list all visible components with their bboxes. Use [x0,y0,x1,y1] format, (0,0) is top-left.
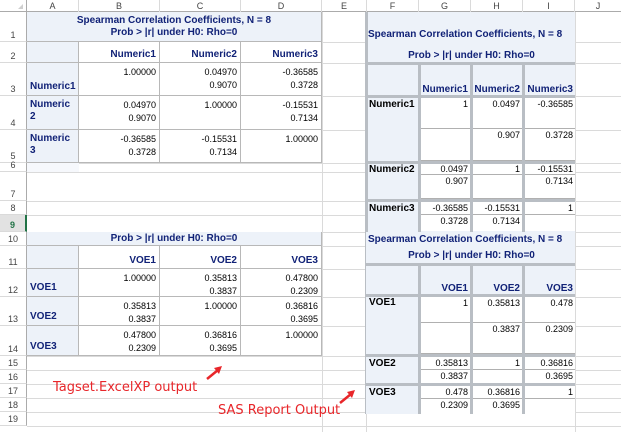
sasreport-table2-cell[interactable]: 1 [421,297,470,323]
sasreport-table1-cell[interactable]: -0.15531 [473,202,522,215]
p-value: 0.9070 [128,113,156,123]
row-header-5[interactable]: 5 [0,130,27,163]
arrow-icon [338,389,358,405]
excelxp-table1-corner-cell[interactable] [27,42,79,63]
sasreport-table2-cell[interactable]: 0.3837 [473,323,522,354]
column-header-g[interactable]: G [419,0,471,12]
gridline [575,12,576,432]
excelxp-table2-row-header[interactable]: VOE2 [27,297,79,326]
excelxp-table2-col-header[interactable]: VOE1 [79,246,160,269]
column-header-a[interactable]: A [27,0,79,12]
coefficient: 1.00000 [123,273,156,283]
coefficient: -0.15531 [201,134,237,144]
excelxp-table1-cell[interactable] [241,63,322,96]
excelxp-table1-cell[interactable] [79,96,160,130]
excelxp-table2-cell[interactable] [241,326,322,356]
coefficient: 1.00000 [204,301,237,311]
p-value: 0.3728 [128,147,156,157]
sasreport-table2-cell[interactable]: 1 [525,386,575,399]
sasreport-table1-cell[interactable] [525,215,575,231]
sasreport-table2-cell[interactable]: 0.3695 [473,399,522,414]
sasreport-table2-cell[interactable]: 0.3837 [421,370,470,383]
sasreport-table1-cell[interactable]: 0.3728 [421,215,470,231]
row-header-10[interactable]: 10 [0,232,27,246]
select-all-corner[interactable] [0,0,27,12]
excelxp-table1-row-header[interactable]: Numeric1 [27,63,79,96]
p-value: 0.3728 [290,80,318,90]
sasreport-table1-row-header[interactable]: Numeric2 [369,164,415,175]
sasreport-table1-row-header[interactable]: Numeric1 [369,99,415,110]
excelxp-table1-cell[interactable] [79,130,160,163]
column-header-j[interactable]: J [595,1,601,11]
p-value: 0.3695 [290,314,318,324]
coefficient: 1.00000 [285,134,318,144]
sasreport-table1-cell[interactable]: 1 [525,202,575,215]
p-value: 0.9070 [209,80,237,90]
column-header-d[interactable]: D [241,0,322,12]
row-header-3[interactable]: 3 [0,63,27,96]
excelxp-table1-cell[interactable] [241,130,322,163]
row-header-8[interactable]: 8 [0,201,27,215]
excelxp-table2-row-header[interactable]: VOE3 [27,326,79,356]
row-header-11[interactable]: 11 [0,246,27,269]
excelxp-table2-cell[interactable] [79,269,160,297]
excelxp-table1-cell[interactable] [160,63,241,96]
sasreport-table1-cell[interactable]: -0.36585 [525,98,575,129]
excelxp-table1-title[interactable] [27,12,322,42]
gridline [322,12,323,432]
p-value: 0.3837 [128,314,156,324]
sasreport-table1-row-header[interactable]: Numeric3 [369,203,415,214]
sasreport-table2-col-header[interactable]: VOE2 [493,283,520,294]
p-value: 0.3837 [209,286,237,296]
p-value: 0.3695 [209,343,237,353]
sasreport-table2-cell[interactable]: 0.478 [421,386,470,399]
excelxp-table1-cell[interactable] [241,96,322,130]
sasreport-table1-cell[interactable] [421,129,470,161]
coefficient: 0.36816 [285,301,318,311]
sasreport-table2-col-header[interactable]: VOE1 [441,283,468,294]
sasreport-table2-title-line2[interactable]: Prob > |r| under H0: Rho=0 [408,250,535,261]
row-header-18[interactable]: 18 [0,398,27,412]
coefficient: 1.00000 [123,67,156,77]
excelxp-table1-row-header[interactable]: Numeric 2 [27,96,79,130]
coefficient: 0.35813 [123,301,156,311]
row-header-12[interactable]: 12 [0,269,27,297]
row-header-15[interactable]: 15 [0,356,27,370]
sasreport-table1-title-line1[interactable]: Spearman Correlation Coefficients, N = 8 [368,29,563,40]
sasreport-table1-col-header[interactable]: Numeric3 [527,84,573,95]
sasreport-table1-title-line2[interactable]: Prob > |r| under H0: Rho=0 [408,50,535,61]
sasreport-table2-cell[interactable]: 0.2309 [525,323,575,354]
sasreport-table2-cell[interactable] [421,323,470,354]
column-header-e[interactable]: E [322,0,367,12]
sasreport-table1-cell[interactable]: 0.907 [421,175,470,199]
p-value: 0.2309 [128,343,156,353]
sasreport-table1-col-header[interactable]: Numeric1 [422,84,468,95]
row-header-16[interactable]: 16 [0,370,27,384]
column-header-b[interactable]: B [79,0,160,12]
coefficient: 0.47800 [285,273,318,283]
sasreport-table1-cell[interactable] [473,175,522,199]
sasreport-table2-cell[interactable]: 0.35813 [421,357,470,370]
coefficient: 1.00000 [285,330,318,340]
row-header-14[interactable]: 14 [0,326,27,356]
excelxp-table1-col-header[interactable]: Numeric1 [79,42,160,63]
title-line-2: Prob > |r| under H0: Rho=0 [110,27,238,38]
coefficient: 0.35813 [204,273,237,283]
p-value: 0.2309 [290,286,318,296]
p-value: 0.7134 [290,113,318,123]
sasreport-table1-cell[interactable]: 0.907 [473,129,522,161]
sasreport-table2-cell[interactable] [525,399,575,414]
column-header-h[interactable]: H [471,0,523,12]
excelxp-table1-cell[interactable] [160,96,241,130]
excelxp-table2-cell[interactable] [160,326,241,356]
sasreport-table1-col-header[interactable]: Numeric2 [474,84,520,95]
excelxp-table1-row-header[interactable]: Numeric 3 [27,130,79,163]
row-header-7[interactable]: 7 [0,172,27,201]
excelxp-table2-corner-cell[interactable] [27,246,79,269]
gridline [27,426,621,427]
excelxp-table2-row-header[interactable]: VOE1 [27,269,79,297]
coefficient: 0.36816 [204,330,237,340]
excelxp-table1-col-header[interactable]: Numeric3 [241,42,322,63]
excelxp-table2-cell[interactable] [160,269,241,297]
sasreport-table2-cell[interactable]: 0.478 [525,297,575,323]
row-header-1[interactable]: 1 [0,12,27,42]
sasreport-output-label: SAS Report Output [218,403,341,418]
row-header-2[interactable]: 2 [0,42,27,63]
excelxp-table2-cell[interactable] [160,297,241,326]
column-header-f[interactable]: F [367,0,419,12]
row-header-19[interactable]: 19 [0,412,27,426]
coefficient: 0.47800 [123,330,156,340]
sasreport-table1-cell[interactable]: -0.36585 [421,202,470,215]
sasreport-table1-cell[interactable]: -0.15531 [525,164,575,175]
excelxp-table2-cell[interactable] [79,297,160,326]
arrow-icon [205,365,225,381]
column-header-c[interactable]: C [160,0,241,12]
excelxp-table1-col-header[interactable]: Numeric2 [160,42,241,63]
sasreport-table1-cell[interactable]: 0.7134 [473,215,522,231]
excelxp-table1-cell[interactable] [160,130,241,163]
sasreport-table1-cell[interactable]: 1 [421,98,470,129]
coefficient: 1.00000 [204,100,237,110]
row-header-17[interactable]: 17 [0,384,27,398]
sasreport-table1-cell[interactable]: 1 [473,164,522,175]
coefficient: 0.04970 [123,100,156,110]
sasreport-table2-cell[interactable]: 0.2309 [421,399,470,414]
sasreport-table1-cell[interactable]: 0.3728 [525,129,575,161]
sasreport-table1-cell[interactable]: 0.0497 [473,98,522,129]
excelxp-table2-col-header[interactable]: VOE2 [160,246,241,269]
sasreport-table1-cell[interactable]: 0.7134 [525,175,575,199]
excelxp-output-label: Tagset.ExcelXP output [53,380,198,395]
sasreport-table2-cell[interactable]: 0.36816 [525,357,575,370]
sasreport-table2-cell[interactable] [473,370,522,383]
coefficient: 0.04970 [204,67,237,77]
faint-row-6-fill [27,163,79,172]
sasreport-table2-row-header[interactable]: VOE1 [369,297,396,308]
row-header-13[interactable]: 13 [0,297,27,326]
excelxp-table2-cell[interactable] [241,269,322,297]
excelxp-table2-cell[interactable] [241,297,322,326]
sasreport-table2-row-header[interactable]: VOE2 [369,358,396,369]
title-line-1: Spearman Correlation Coefficients, N = 8 [76,15,272,26]
column-header-i[interactable]: I [523,0,575,12]
coefficient: -0.36585 [120,134,156,144]
sasreport-table1-cell[interactable]: 0.0497 [421,164,470,175]
excelxp-table1-cell[interactable] [79,63,160,96]
sasreport-table2-title-line1[interactable]: Spearman Correlation Coefficients, N = 8 [368,234,563,245]
excelxp-table2-cell[interactable] [79,326,160,356]
excelxp-table2-title[interactable]: Prob > |r| under H0: Rho=0 [27,232,322,246]
sasreport-table2-cell[interactable]: 1 [473,357,522,370]
row-header-6[interactable]: 6 [0,163,27,172]
sasreport-table2-col-header[interactable]: VOE3 [546,283,573,294]
row-header-9-selected[interactable]: 9 [0,215,27,232]
sasreport-table2-cell[interactable]: 0.35813 [473,297,522,323]
p-value: 0.7134 [209,147,237,157]
sasreport-table2-row-header[interactable]: VOE3 [369,387,396,398]
coefficient: -0.15531 [282,100,318,110]
sasreport-table2-cell[interactable]: 0.36816 [473,386,522,399]
row-header-4[interactable]: 4 [0,96,27,130]
coefficient: -0.36585 [282,67,318,77]
excelxp-table2-col-header[interactable]: VOE3 [241,246,322,269]
sasreport-table2-cell[interactable]: 0.3695 [525,370,575,383]
